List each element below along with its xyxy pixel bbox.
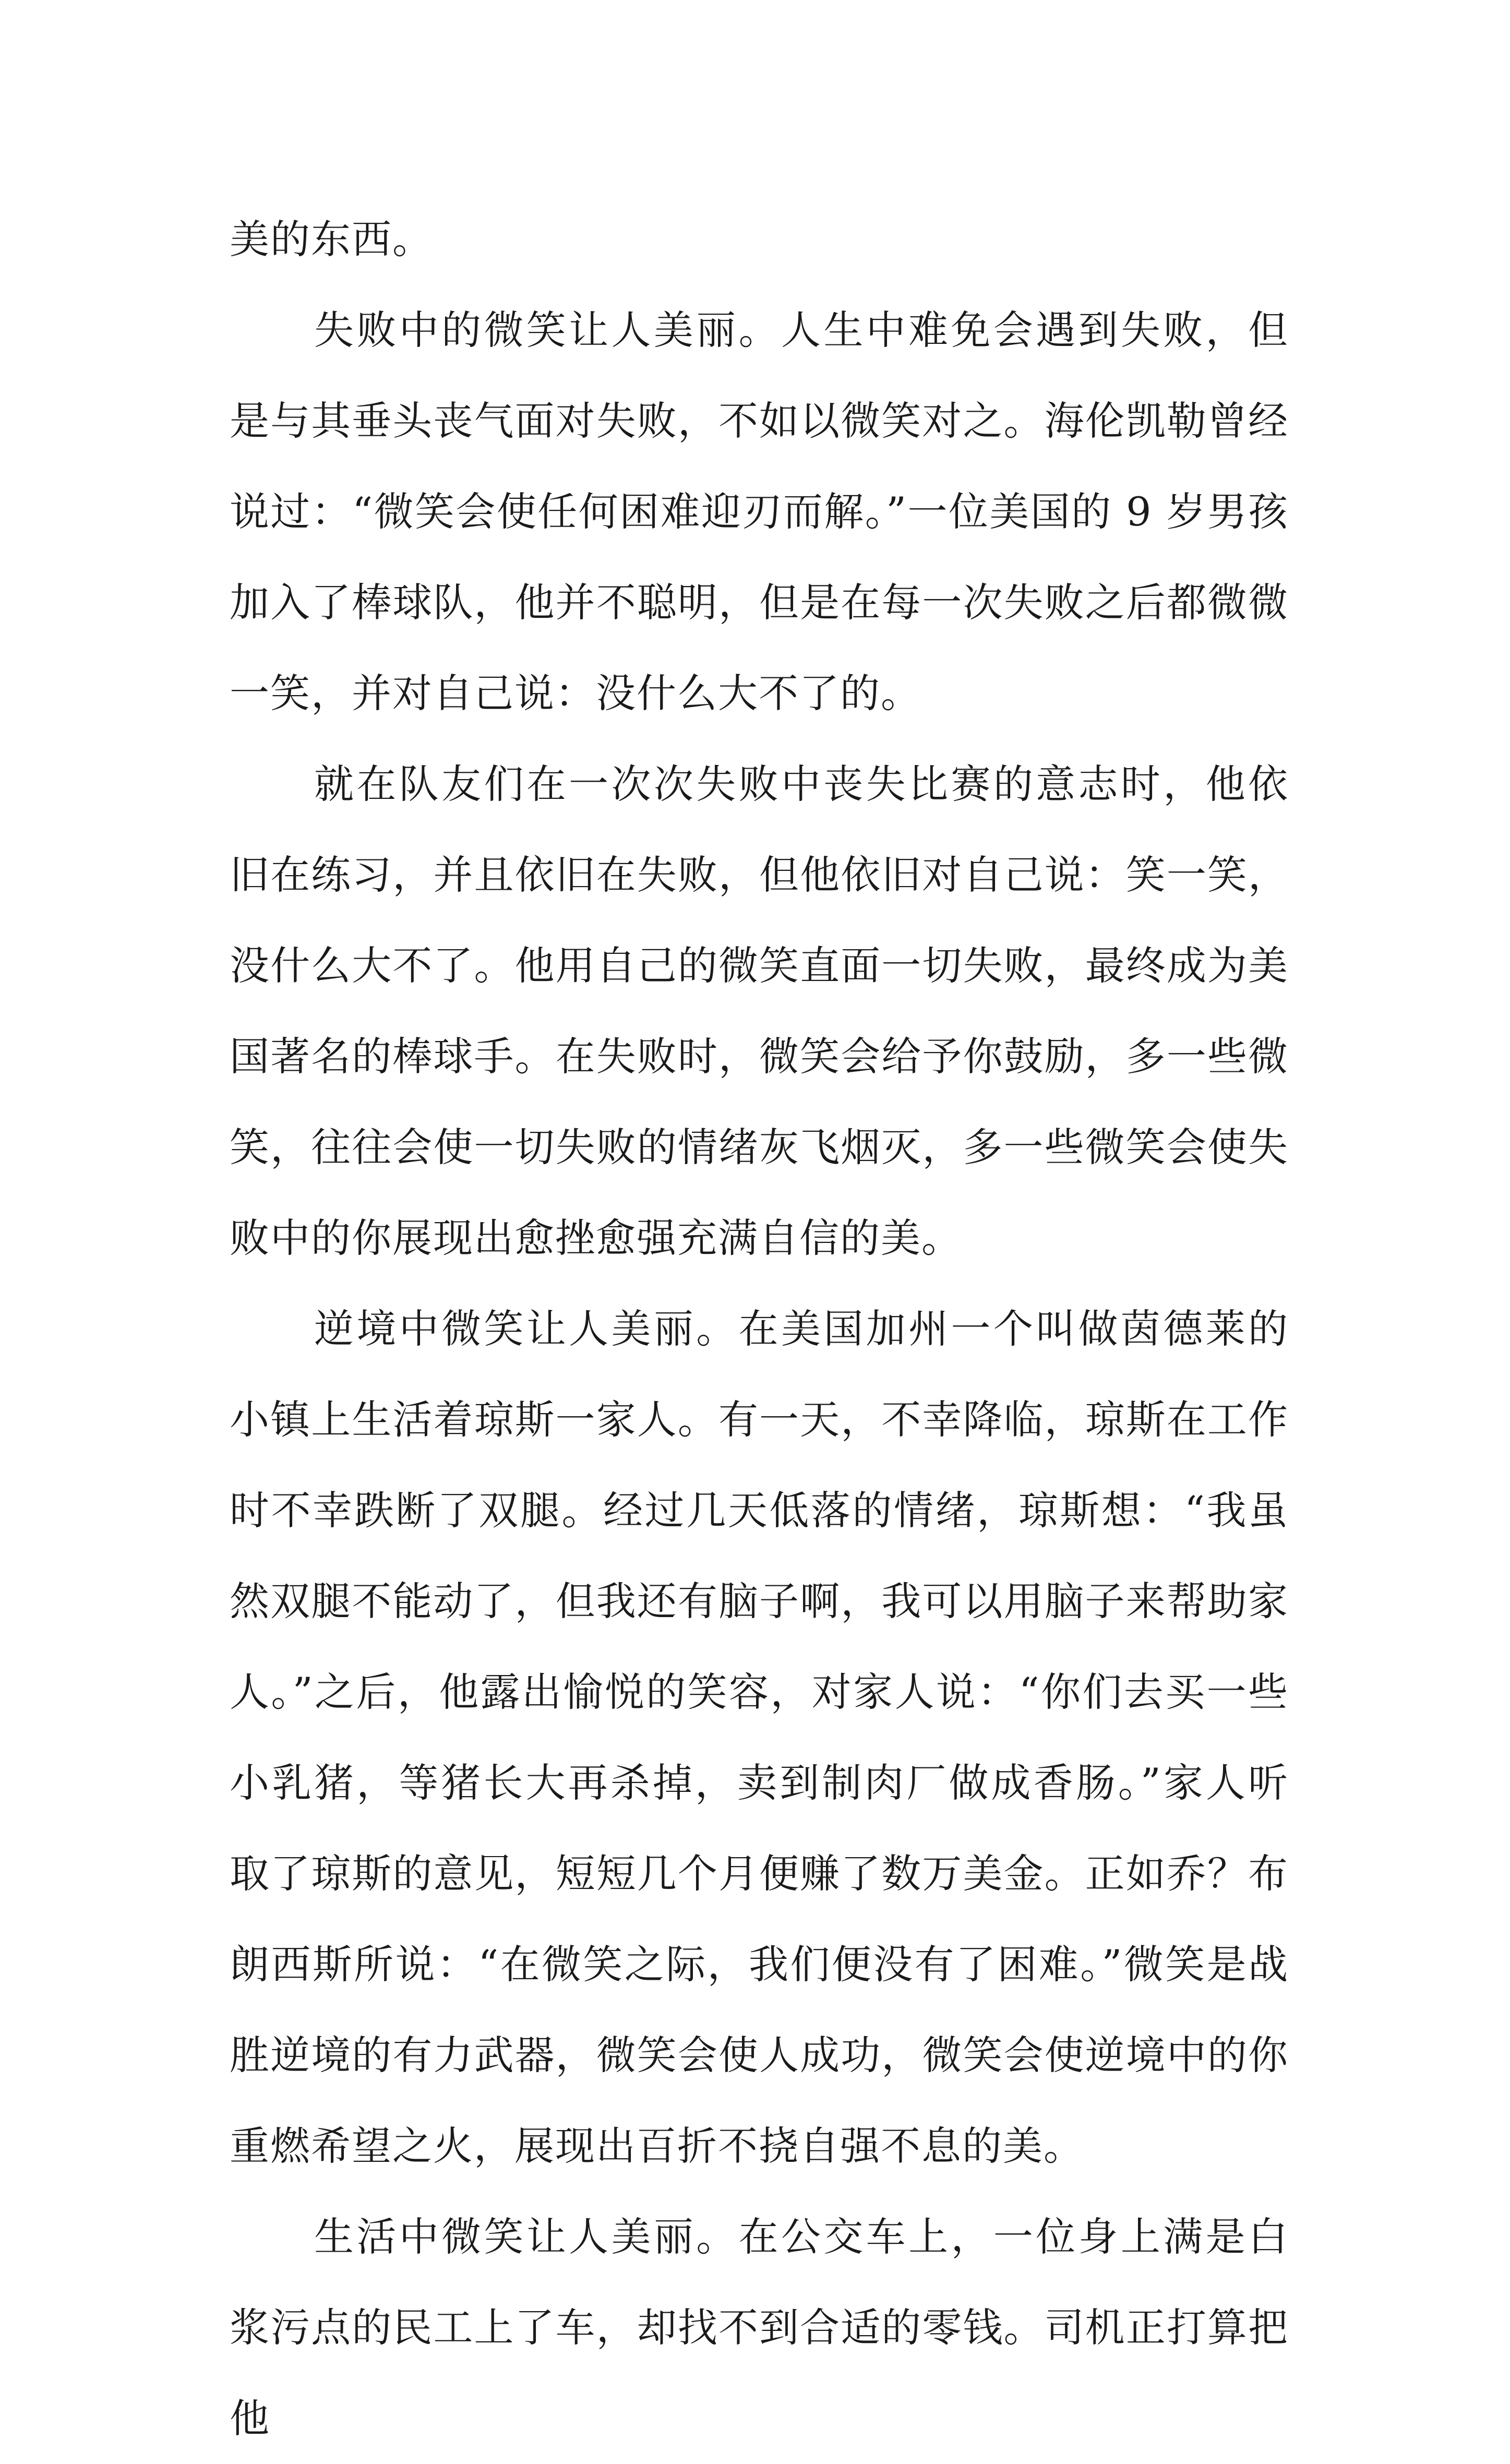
paragraph-adversity-smile: 逆境中微笑让人美丽。在美国加州一个叫做茵德莱的小镇上生活着琼斯一家人。有一天，不幸降临，琼斯在工作时不幸跌断了双腿。经过几天低落的情绪，琼斯想：“我虽然双腿不能动了，但我还有脑子啊，我可以用脑子来帮助家人。”之后，他露出愉悦的笑容，对家人说：“你们去买一些小乳猪，等猪长大再杀掉，卖到制肉厂做成香肠。”家人听取了琼斯的意见，短短几个月便赚了数万美金。正如乔？布朗西斯所说：“在微笑之际，我们便没有了困难。”微笑是战胜逆境的有力武器，微笑会使人成功，微笑会使逆境中的你重燃希望之火，展现出百折不挠自强不息的美。 [230, 1306, 1289, 2169]
paragraph-failure-smile: 失败中的微笑让人美丽。人生中难免会遇到失败，但是与其垂头丧气面对失败，不如以微笑对之。海伦凯勒曾经说过：“微笑会使任何困难迎刃而解。”一位美国的 9 岁男孩加入了棒球队，他并不聪明，但是在每一次失败之后都微微一笑，并对自己说：没什么大不了的。 [230, 307, 1289, 716]
paragraph-life-smile: 生活中微笑让人美丽。在公交车上，一位身上满是白浆污点的民工上了车，却找不到合适的零钱。司机正打算把他 [230, 2214, 1289, 2442]
paragraph-baseball-player: 就在队友们在一次次失败中丧失比赛的意志时，他依旧在练习，并且依旧在失败，但他依旧对自己说：笑一笑，没什么大不了。他用自己的微笑直面一切失败，最终成为美国著名的棒球手。在失败时，微笑会给予你鼓励，多一些微笑，往往会使一切失败的情绪灰飞烟灭，多一些微笑会使失败中的你展现出愈挫愈强充满自信的美。 [230, 761, 1289, 1261]
paragraph-continuation: 美的东西。 [230, 216, 433, 262]
essay-body [230, 194, 1289, 2464]
